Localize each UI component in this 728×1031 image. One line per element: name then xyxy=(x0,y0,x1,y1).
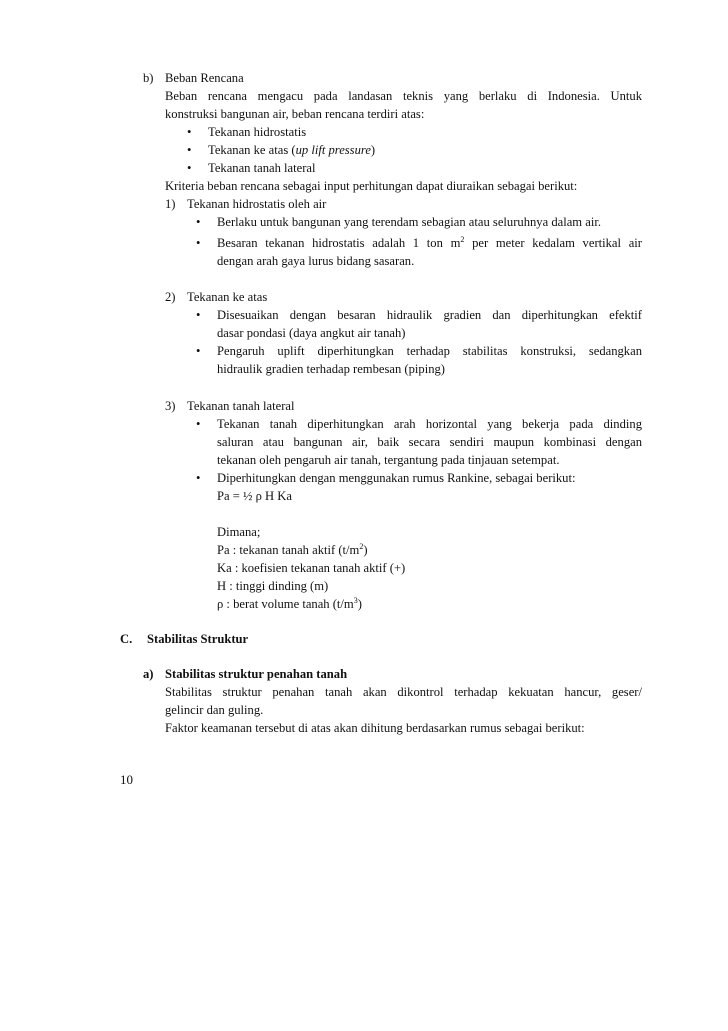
sub1-title: Tekanan hidrostatis oleh air xyxy=(187,197,327,211)
section-b-heading: Beban Rencana xyxy=(165,71,244,85)
load-item-uplift: Tekanan ke atas (up lift pressure) xyxy=(208,143,376,157)
sub3-marker: 3) xyxy=(165,399,176,413)
section-c-a-line-3: Faktor keamanan tersebut di atas akan dihitung berdasarkan rumus sebagai berikut: xyxy=(165,721,585,735)
sub3-bullet-1-line-2: saluran atau bangunan air, baik secara sendiri maupun kombinasi dengan xyxy=(217,435,642,449)
section-b-intro-line-2: konstruksi bangunan air, beban rencana terdiri atas: xyxy=(165,107,425,121)
sub2-bullet-2-line-1: Pengaruh uplift diperhitungkan terhadap stabilitas konstruksi, sedangkan xyxy=(217,344,642,358)
def-ka: Ka : koefisien tekanan tanah aktif (+) xyxy=(217,561,406,575)
bullet-icon: • xyxy=(187,125,192,139)
sub1-marker: 1) xyxy=(165,197,176,211)
sub3-title: Tekanan tanah lateral xyxy=(187,399,295,413)
bullet-icon: • xyxy=(196,215,201,229)
sub1-bullet-2-line-2: dengan arah gaya lurus bidang sasaran. xyxy=(217,254,415,268)
def-pa: Pa : tekanan tanah aktif $(t/m^2)$ xyxy=(217,542,368,557)
load-item-hydrostatic: Tekanan hidrostatis xyxy=(208,125,307,139)
sub2-bullet-1-line-1: Disesuaikan dengan besaran hidraulik gradien dan diperhitungkan efektif xyxy=(217,308,642,322)
sub3-bullet-2-line-1: Diperhitungkan dengan menggunakan rumus Rankine, sebagai berikut: xyxy=(217,471,576,485)
sub2-title: Tekanan ke atas xyxy=(187,290,268,304)
sub1-bullet-2-line-1: Besaran tekanan hidrostatis adalah 1 ton $m^2$ per meter kedalam vertikal air xyxy=(217,235,642,250)
bullet-icon: • xyxy=(196,308,201,322)
page-number: 10 xyxy=(120,772,133,787)
section-c-marker: C. xyxy=(120,632,133,646)
rankine-formula: Pa = ½ ρ H Ka xyxy=(217,489,292,503)
bullet-icon: • xyxy=(187,143,192,157)
where-label: Dimana; xyxy=(217,525,261,539)
section-c-a-line-1: Stabilitas struktur penahan tanah akan dikontrol terhadap kekuatan hancur, geser/ xyxy=(165,685,642,699)
sub2-bullet-2-line-2: hidraulik gradien terhadap rembesan (piping) xyxy=(217,362,446,376)
section-b-intro-line-1: Beban rencana mengacu pada landasan teknis yang berlaku di Indonesia. Untuk xyxy=(165,89,642,103)
sub2-marker: 2) xyxy=(165,290,176,304)
section-c-heading: Stabilitas Struktur xyxy=(147,632,249,646)
bullet-icon: • xyxy=(196,471,201,485)
load-item-lateral: Tekanan tanah lateral xyxy=(208,161,316,175)
criteria-line: Kriteria beban rencana sebagai input perhitungan dapat diuraikan sebagai berikut: xyxy=(165,179,578,193)
sub2-bullet-1-line-2: dasar pondasi (daya angkut air tanah) xyxy=(217,326,406,340)
sub3-bullet-1-line-1: Tekanan tanah diperhitungkan arah horizontal yang bekerja pada dinding xyxy=(217,417,642,431)
bullet-icon: • xyxy=(196,236,201,250)
section-c-a-line-2: gelincir dan guling. xyxy=(165,703,264,717)
bullet-icon: • xyxy=(187,161,192,175)
section-c-a-heading: Stabilitas struktur penahan tanah xyxy=(165,667,348,681)
bullet-icon: • xyxy=(196,417,201,431)
sub1-bullet-1: Berlaku untuk bangunan yang terendam sebagian atau seluruhnya dalam air. xyxy=(217,215,601,229)
uplift-italic: up lift pressure xyxy=(295,143,371,157)
def-rho: ρ : berat volume tanah $(t/m^3)$ xyxy=(217,596,362,611)
bullet-icon: • xyxy=(196,344,201,358)
section-c-a-marker: a) xyxy=(143,667,154,681)
sub3-bullet-1-line-3: tekanan oleh pengaruh air tanah, tergantung pada tinjauan setempat. xyxy=(217,453,560,467)
def-h: H : tinggi dinding (m) xyxy=(217,579,329,593)
section-b-marker: b) xyxy=(143,71,154,85)
